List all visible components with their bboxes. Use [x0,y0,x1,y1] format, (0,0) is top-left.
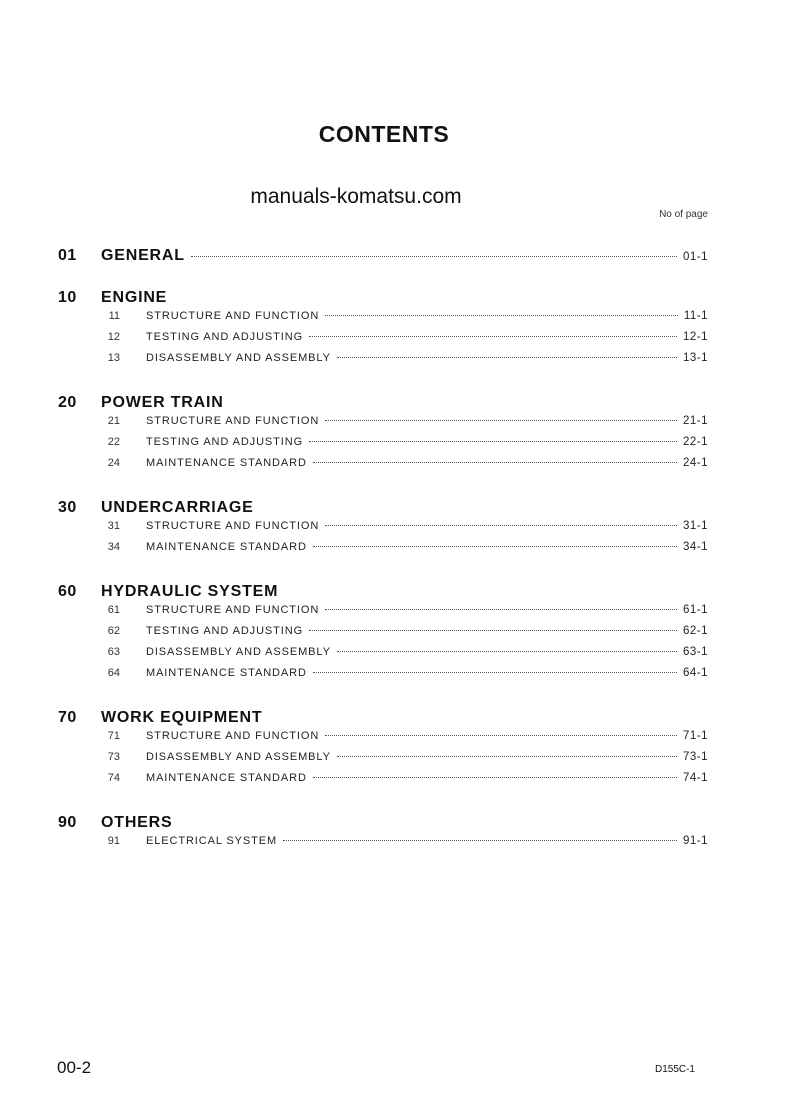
page-reference: 73-1 [682,751,708,763]
dot-leader [313,777,677,778]
page-reference: 62-1 [682,625,708,637]
toc-entry[interactable] [58,772,708,793]
entry-title: MAINTENANCE STANDARD [146,457,307,469]
toc-entry[interactable] [58,604,708,625]
page-reference: 31-1 [682,520,708,532]
entry-number: 31 [107,520,120,532]
entry-title: DISASSEMBLY AND ASSEMBLY [146,352,331,364]
entry-number: 34 [107,541,120,553]
entry-number: 11 [108,310,120,322]
section-heading[interactable] [58,499,708,520]
entry-number: 21 [107,415,120,427]
toc-section [58,814,708,856]
dot-leader [309,630,677,631]
toc-entry[interactable] [58,625,708,646]
entry-title: MAINTENANCE STANDARD [146,667,307,679]
section-title: POWER TRAIN [101,394,224,411]
entry-title: STRUCTURE AND FUNCTION [146,604,320,616]
entry-title: DISASSEMBLY AND ASSEMBLY [146,751,331,763]
dot-leader [325,525,677,526]
section-title: HYDRAULIC SYSTEM [101,583,279,600]
section-number: 90 [58,814,77,831]
section-number: 60 [58,583,77,600]
entry-title: STRUCTURE AND FUNCTION [146,415,320,427]
dot-leader [313,462,677,463]
toc-section [58,394,708,478]
toc-entry[interactable] [58,667,708,688]
section-number: 01 [58,247,77,264]
entry-title: TESTING AND ADJUSTING [146,625,304,637]
dot-leader [337,357,677,358]
dot-leader [337,651,677,652]
entry-number: 12 [107,331,120,343]
section-title: GENERAL [101,247,185,264]
entry-title: MAINTENANCE STANDARD [146,772,307,784]
page-reference: 63-1 [682,646,708,658]
toc-section [58,499,708,562]
page-reference: 64-1 [682,667,708,679]
toc-entry[interactable] [58,436,708,457]
dot-leader [325,420,677,421]
section-heading[interactable] [58,289,708,310]
entry-number: 73 [107,751,120,763]
page-reference: 13-1 [682,352,708,364]
toc-entry[interactable] [58,352,708,373]
entry-number: 13 [107,352,120,364]
entry-title: STRUCTURE AND FUNCTION [146,730,320,742]
page-reference: 74-1 [682,772,708,784]
toc-section [58,289,708,373]
footer-page-number: 00-2 [57,1058,92,1077]
entry-title: DISASSEMBLY AND ASSEMBLY [146,646,331,658]
dot-leader [325,609,677,610]
section-title: ENGINE [101,289,168,306]
footer-model: D155C-1 [654,1064,695,1075]
section-heading[interactable] [58,709,708,730]
section-number: 10 [58,289,77,306]
page-reference: 24-1 [682,457,708,469]
watermark-text: manuals-komatsu.com [250,185,462,208]
page-reference: 34-1 [682,541,708,553]
entry-number: 74 [107,772,120,784]
section-heading[interactable] [58,583,708,604]
section-heading[interactable] [58,394,708,415]
entry-number: 24 [107,457,120,469]
section-title: WORK EQUIPMENT [101,709,263,726]
entry-number: 64 [107,667,120,679]
toc-entry[interactable] [58,520,708,541]
entry-title: STRUCTURE AND FUNCTION [146,520,320,532]
toc-entry[interactable] [58,415,708,436]
entry-number: 71 [107,730,120,742]
toc-section [58,583,708,688]
page-column-header: No of page [659,209,708,220]
section-title: UNDERCARRIAGE [101,499,254,516]
toc-section [58,709,708,793]
section-title: OTHERS [101,814,173,831]
entry-title: ELECTRICAL SYSTEM [146,835,278,847]
dot-leader [337,756,677,757]
dot-leader [309,441,677,442]
page-reference: 22-1 [682,436,708,448]
toc-entry[interactable] [58,331,708,352]
toc-entry[interactable] [58,835,708,856]
toc-entry[interactable] [58,457,708,478]
page-reference: 61-1 [682,604,708,616]
page-reference: 71-1 [682,730,708,742]
page-reference: 12-1 [682,331,708,343]
toc-entry[interactable] [58,646,708,667]
entry-number: 91 [107,835,120,847]
section-number: 70 [58,709,77,726]
dot-leader [313,546,677,547]
entry-number: 62 [107,625,120,637]
entry-title: MAINTENANCE STANDARD [146,541,307,553]
dot-leader [191,256,677,257]
dot-leader [283,840,677,841]
section-heading[interactable] [58,814,708,835]
dot-leader [325,735,677,736]
section-number: 20 [58,394,77,411]
entry-title: TESTING AND ADJUSTING [146,331,304,343]
toc-entry[interactable] [58,541,708,562]
entry-number: 22 [107,436,120,448]
entry-number: 63 [107,646,120,658]
entry-number: 61 [107,604,120,616]
entry-title: STRUCTURE AND FUNCTION [146,310,320,322]
section-heading[interactable] [58,247,708,268]
page-reference: 21-1 [682,415,708,427]
page-title: CONTENTS [318,121,450,147]
dot-leader [325,315,678,316]
dot-leader [309,336,677,337]
entry-title: TESTING AND ADJUSTING [146,436,304,448]
toc-entry[interactable] [58,310,708,331]
page-reference: 11-1 [683,310,708,322]
table-of-contents [58,247,708,877]
dot-leader [313,672,677,673]
toc-section [58,247,708,268]
section-number: 30 [58,499,77,516]
page-reference: 91-1 [682,835,708,847]
page-reference: 01-1 [682,251,708,263]
toc-entry[interactable] [58,751,708,772]
toc-entry[interactable] [58,730,708,751]
